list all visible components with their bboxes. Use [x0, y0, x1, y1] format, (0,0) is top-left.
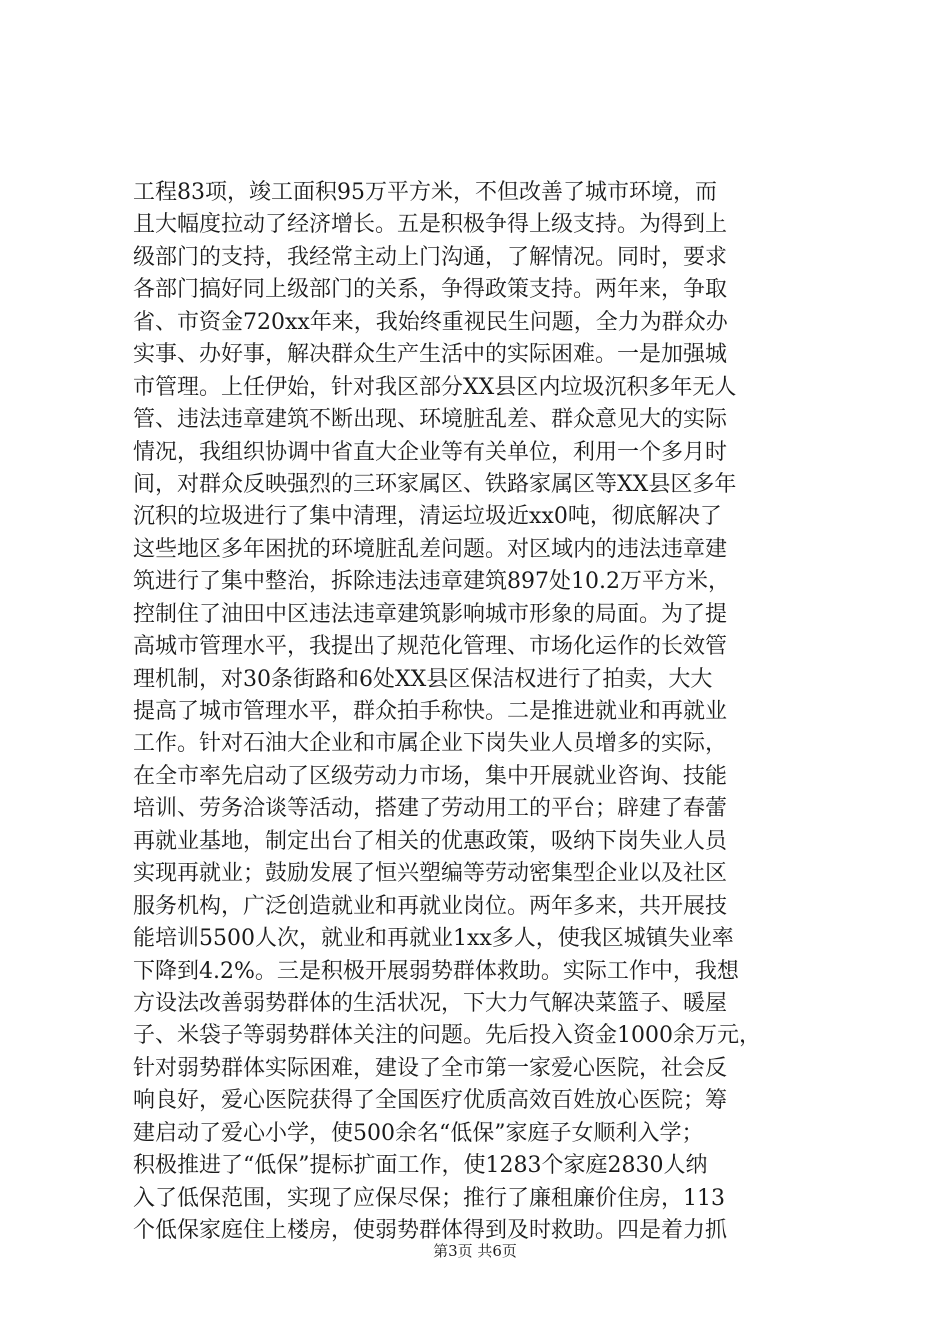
text-line: 方设法改善弱势群体的生活状况，下大力气解决菜篮子、暖屋 [133, 990, 728, 1016]
text-line: 培训、劳务洽谈等活动，搭建了劳动用工的平台；辟建了春蕾 [133, 796, 728, 822]
text-line: 高城市管理水平，我提出了规范化管理、市场化运作的长效管 [133, 634, 728, 660]
text-line: 积极推进了“低保”提标扩面工作，使1283个家庭2830人纳 [133, 1153, 708, 1179]
page-footer: 第3页 共6页 [433, 1242, 517, 1260]
text-line: 工作。针对石油大企业和市属企业下岗失业人员增多的实际， [133, 731, 728, 757]
text-line: 建启动了爱心小学，使500余名“低保”家庭子女顺利入学； [133, 1120, 704, 1146]
text-line: 且大幅度拉动了经济增长。五是积极争得上级支持。为得到上 [133, 212, 728, 238]
text-line: 能培训5500人次，就业和再就业1xx多人，使我区城镇失业率 [133, 926, 734, 952]
text-line: 个低保家庭住上楼房，使弱势群体得到及时救助。四是着力抓 [133, 1218, 728, 1243]
text-line: 各部门搞好同上级部门的关系，争得政策支持。两年来，争取 [133, 277, 728, 303]
text-line: 入了低保范围，实现了应保尽保；推行了廉租廉价住房，113 [133, 1185, 725, 1211]
text-line: 间，对群众反映强烈的三环家属区、铁路家属区等XX县区多年 [133, 471, 737, 497]
text-line: 子、米袋子等弱势群体关注的问题。先后投入资金1000余万元， [133, 1023, 761, 1049]
text-line: 工程83项，竣工面积95万平方米，不但改善了城市环境，而 [133, 180, 717, 205]
text-line: 针对弱势群体实际困难，建设了全市第一家爱心医院，社会反 [133, 1055, 728, 1081]
text-line: 服务机构，广泛创造就业和再就业岗位。两年多来，共开展技 [133, 893, 728, 919]
text-line: 在全市率先启动了区级劳动力市场，集中开展就业咨询、技能 [133, 763, 728, 789]
text-line: 情况，我组织协调中省直大企业等有关单位，利用一个多月时 [133, 439, 728, 465]
text-line: 这些地区多年困扰的环境脏乱差问题。对区域内的违法违章建 [133, 536, 728, 562]
text-line: 省、市资金720xx年来，我始终重视民生问题，全力为群众办 [133, 309, 728, 335]
text-line: 级部门的支持，我经常主动上门沟通，了解情况。同时，要求 [133, 244, 728, 270]
text-line: 响良好，爱心医院获得了全国医疗优质高效百姓放心医院；筹 [133, 1088, 728, 1114]
text-line: 理机制，对30条街路和6处XX县区保洁权进行了拍卖，大大 [133, 666, 713, 692]
text-line: 实事、办好事，解决群众生产生活中的实际困难。一是加强城 [133, 342, 728, 368]
text-line: 筑进行了集中整治，拆除违法违章建筑897处10.2万平方米， [133, 569, 730, 595]
text-line: 控制住了油田中区违法违章建筑影响城市形象的局面。为了提 [133, 601, 728, 627]
text-line: 管、违法违章建筑不断出现、环境脏乱差、群众意见大的实际 [133, 407, 728, 433]
text-line: 沉积的垃圾进行了集中清理，清运垃圾近xx0吨，彻底解决了 [133, 504, 722, 530]
text-line: 提高了城市管理水平，群众拍手称快。二是推进就业和再就业 [133, 699, 728, 724]
text-line: 市管理。上任伊始，针对我区部分XX县区内垃圾沉积多年无人 [133, 374, 737, 400]
text-line: 下降到4.2%。三是积极开展弱势群体救助。实际工作中，我想 [133, 958, 739, 984]
body-text [133, 177, 833, 1247]
text-line: 实现再就业；鼓励发展了恒兴塑编等劳动密集型企业以及社区 [133, 861, 728, 887]
text-line: 再就业基地，制定出台了相关的优惠政策，吸纳下岗失业人员 [133, 828, 728, 854]
